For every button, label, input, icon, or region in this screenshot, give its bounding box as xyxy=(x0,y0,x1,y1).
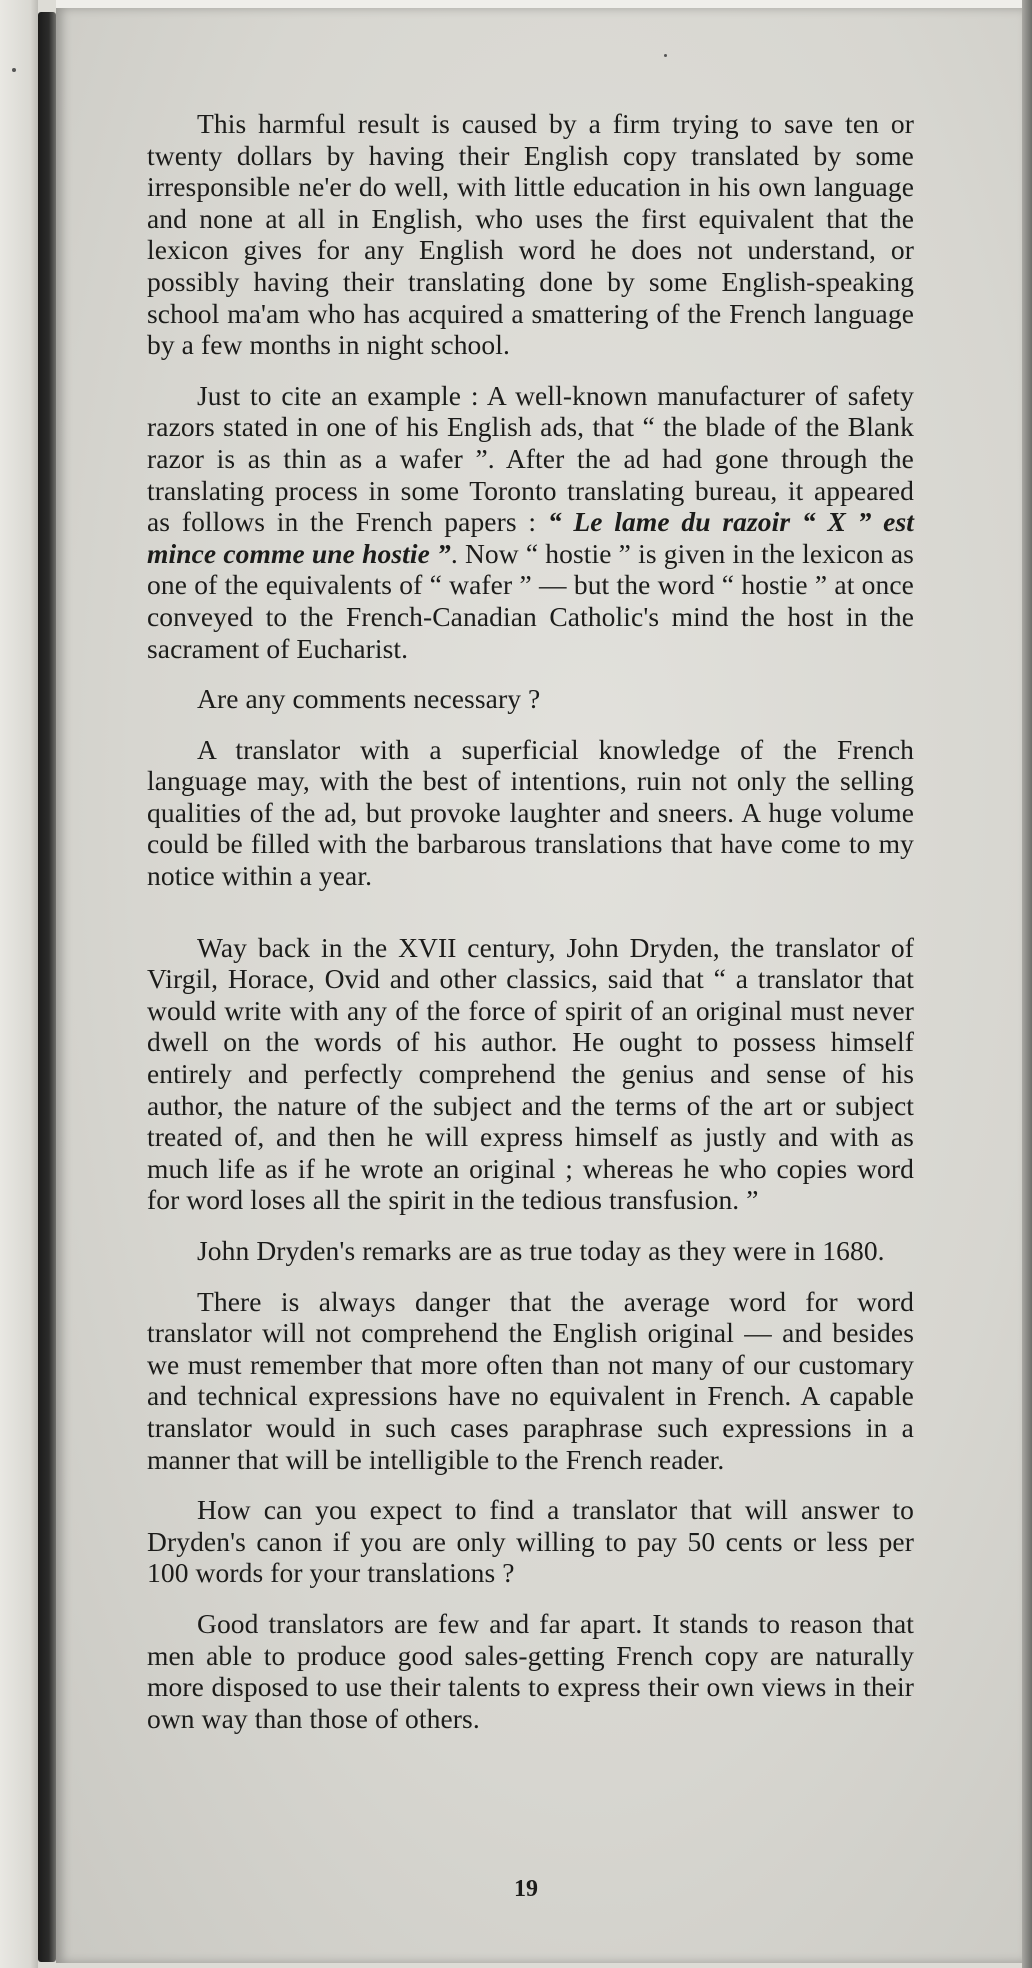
body-text xyxy=(147,108,914,1734)
paragraph-comments-question: Are any comments necessary ? xyxy=(197,683,541,715)
dust-speck xyxy=(12,68,16,72)
top-edge xyxy=(56,0,1032,8)
book-spine-shadow xyxy=(38,12,56,1962)
page-number: 19 xyxy=(514,1876,538,1902)
paragraph-dryden-remarks: John Dryden's remarks are as true today as they were in 1680. xyxy=(197,1235,885,1266)
paragraph-translation-price: How can you expect to find a translator that will answer to Dryden's canon if you are only willing to pay 50 cents or less per 100 words for your translations ? xyxy=(147,1494,914,1589)
right-edge xyxy=(1022,0,1032,1968)
razor-example-rest: . Now “ hostie ” is given in the lexicon as one of the equivalents of “ wafer ” — but the word “ hostie ” at once conveyed to the French-Canadian Catholic's mind the host in the sacrament of Eucharist. xyxy=(147,537,914,664)
paragraph-razor-example xyxy=(147,380,914,664)
razor-example-intro: Just to cite an example : A well-known manufacturer of safety razors stated in one of his English ads, that “ the blade of the Blank razor is as thin as a wafer ”. After the ad had gone through the translating process in some Toronto translating bureau, it appeared as follows in the French papers : xyxy=(147,379,914,538)
french-quote: “ Le lame du razoir “ X ” est mince comme une hostie ” xyxy=(147,506,914,569)
paragraph-word-for-word-danger: There is always danger that the average word for word translator will not comprehend the English original — and besides we must remember that more often than not many of our customary and technical expressions have no equivalent in French. A capable translator would in such cases paraphrase such expressions in a manner that will be intelligible to the French reader. xyxy=(147,1285,914,1475)
dust-speck xyxy=(664,54,667,57)
paragraph-harmful-result: This harmful result is caused by a firm trying to save ten or twenty dollars by having their English copy translated by some irresponsible ne'er do well, with little education in his own language and none at all in English, who uses the first equivalent that the lexicon gives for any English word he does not understand, or possibly having their translating done by some English-speaking school ma'am who has acquired a smattering of the French language by a few months in night school. xyxy=(147,108,914,361)
paragraph-good-translators: Good translators are few and far apart. It stands to reason that men able to produce good sales-getting French copy are naturally more disposed to use their talents to express their own views in their own way than those of others. xyxy=(147,1607,914,1734)
paragraph-superficial-translator: A translator with a superficial knowledge of the French language may, with the best of intentions, ruin not only the selling qualities of the ad, but provoke laughter and sneers. A huge volume could be filled with the barbarous translations that have come to my notice within a year. xyxy=(147,733,914,892)
paragraph-dryden-quote: Way back in the XVII century, John Dryden, the translator of Virgil, Horace, Ovid and other classics, said that “ a translator that would write with any of the force of spirit of an original must never dwell on the words of his author. He ought to possess himself entirely and perfectly comprehend the genius and sense of his author, the nature of the subject and the terms of the art or subject treated of, and then he will express himself as justly and with as much life as if he wrote an original ; whereas he who copies word for word loses all the spirit in the tedious transfusion. ” xyxy=(147,931,914,1216)
left-margin xyxy=(0,0,38,1968)
